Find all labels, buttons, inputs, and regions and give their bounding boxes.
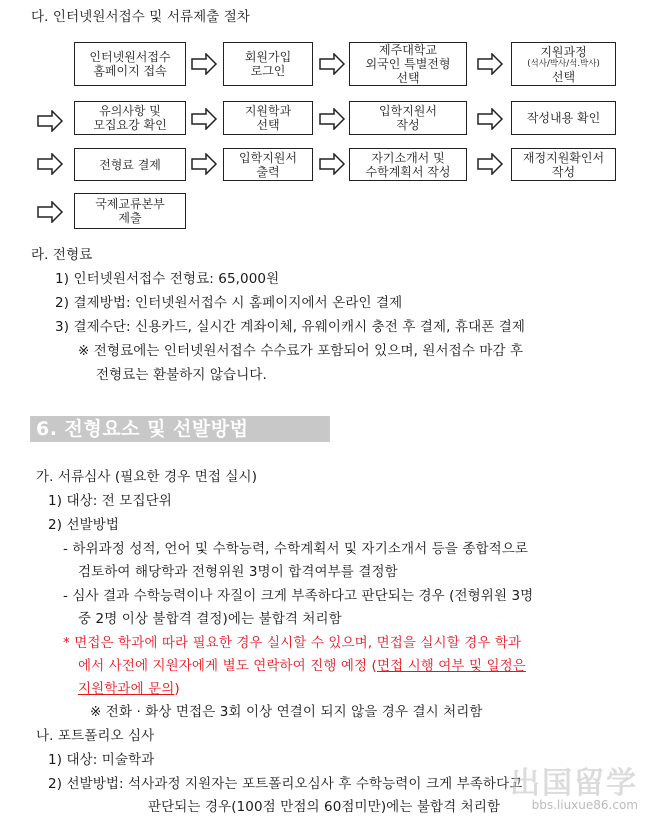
ga-bullet-2-line2: 중 2명 이상 불합격 결정)에는 불합격 처리함	[78, 611, 342, 627]
phone-interview-note: ※ 전화 · 화상 면접은 3회 이상 연결이 되지 않을 경우 결시 처리함	[90, 704, 483, 720]
flow-step-2: 회원가입 로그인	[223, 42, 313, 86]
section-da-title: 다. 인터넷원서접수 및 서류제출 절차	[31, 9, 251, 25]
flow-arrow-icon	[190, 153, 218, 175]
flow-arrow-icon	[476, 153, 504, 175]
flow-step-7: 입학지원서 작성	[349, 101, 467, 135]
section-ga-title: 가. 서류심사 (필요한 경우 면접 실시)	[36, 469, 258, 485]
na-item-2-line1: 2) 선발방법: 석사과정 지원자는 포트폴리오심사 후 수학능력이 크게 부족하다고	[48, 776, 523, 792]
flow-step-11: 자기소개서 및 수학계획서 작성	[349, 148, 467, 181]
watermark-url: bbs.liuxue86.com	[531, 798, 638, 812]
flow-arrow-icon	[190, 108, 218, 130]
ga-item-2: 2) 선발방법	[48, 517, 120, 533]
flow-arrow-icon	[190, 53, 218, 75]
flow-arrow-icon	[476, 53, 504, 75]
flow-step-4-sub: (석사/박사/석.박사)	[527, 58, 600, 69]
fee-item-1: 1) 인터넷원서접수 전형료: 65,000원	[55, 271, 280, 287]
flow-step-4-label: 지원과정	[540, 44, 587, 59]
interview-note-line2-a: 에서 사전에 지원자에게 별도 연락하여 진행 예정 (	[78, 658, 377, 674]
section-6-heading-text: 6. 전형요소 및 선발방법	[36, 418, 249, 440]
interview-note-line3-a: 지원학과에 문의	[78, 681, 175, 697]
fee-item-3: 3) 결제수단: 신용카드, 실시간 계좌이체, 유웨이캐시 충전 후 결제, 휴대폰 결제	[55, 319, 526, 335]
watermark-brand: 出国留学	[510, 766, 638, 801]
na-item-1: 1) 대상: 미술학과	[48, 752, 155, 768]
flow-arrow-icon	[318, 53, 346, 75]
flow-step-5: 유의사항 및 모집요강 확인	[74, 101, 186, 135]
ga-bullet-1-line1: - 하위과정 성적, 언어 및 수학능력, 수학계획서 및 자기소개서 등을 종합적으로	[63, 541, 529, 557]
ga-bullet-1-line2: 검토하여 해당학과 전형위원 3명이 합격여부를 결정함	[78, 564, 398, 580]
flow-arrow-icon	[318, 153, 346, 175]
flow-arrow-icon	[476, 108, 504, 130]
na-item-2-line2: 판단되는 경우(100점 만점의 60점미만)에는 불합격 처리함	[148, 799, 501, 815]
ga-item-1: 1) 대상: 전 모집단위	[48, 493, 172, 509]
flow-step-4	[511, 42, 616, 86]
flow-step-13: 국제교류본부 제출	[74, 193, 186, 229]
flow-step-3: 제주대학교 외국인 특별전형 선택	[349, 42, 467, 86]
interview-note-line3	[78, 680, 180, 698]
fee-note-line2: 전형료는 환불하지 않습니다.	[96, 367, 267, 383]
interview-note-line2-b: 면접 시행 여부 및 일정은	[376, 658, 526, 674]
ga-bullet-2-line1: - 심사 결과 수학능력이나 자질이 크게 부족하다고 판단되는 경우 (전형위원 3명	[63, 588, 534, 604]
site-watermark	[470, 754, 646, 824]
interview-note-line1: * 면접은 학과에 따라 필요한 경우 실시할 수 있으며, 면접을 실시할 경우 학과	[63, 635, 522, 651]
flow-arrow-icon	[36, 201, 64, 223]
flow-arrow-icon	[318, 108, 346, 130]
interview-note-line3-b: )	[174, 681, 180, 697]
flow-step-1: 인터넷원서접수 홈페이지 접속	[74, 42, 186, 86]
fee-note-line1: ※ 전형료에는 인터넷원서접수 수수료가 포함되어 있으며, 원서접수 마감 후	[78, 343, 524, 359]
fee-item-2: 2) 결제방법: 인터넷원서접수 시 홈페이지에서 온라인 결제	[55, 295, 403, 311]
section-na-title: 나. 포트폴리오 심사	[36, 728, 155, 744]
flow-step-6: 지원학과 선택	[223, 101, 313, 135]
flow-step-10: 입학지원서 출력	[223, 148, 313, 181]
section-6-heading	[30, 416, 330, 442]
flow-arrow-icon	[36, 153, 64, 175]
flow-step-9: 전형료 결제	[74, 148, 186, 181]
flow-arrow-icon	[36, 110, 64, 132]
flow-step-4-label2: 선택	[551, 69, 576, 84]
flow-step-12: 재정지원확인서 작성	[511, 148, 616, 181]
flow-step-8: 작성내용 확인	[511, 101, 616, 135]
interview-note-line2	[78, 657, 526, 675]
section-ra-title: 라. 전형료	[31, 247, 93, 263]
